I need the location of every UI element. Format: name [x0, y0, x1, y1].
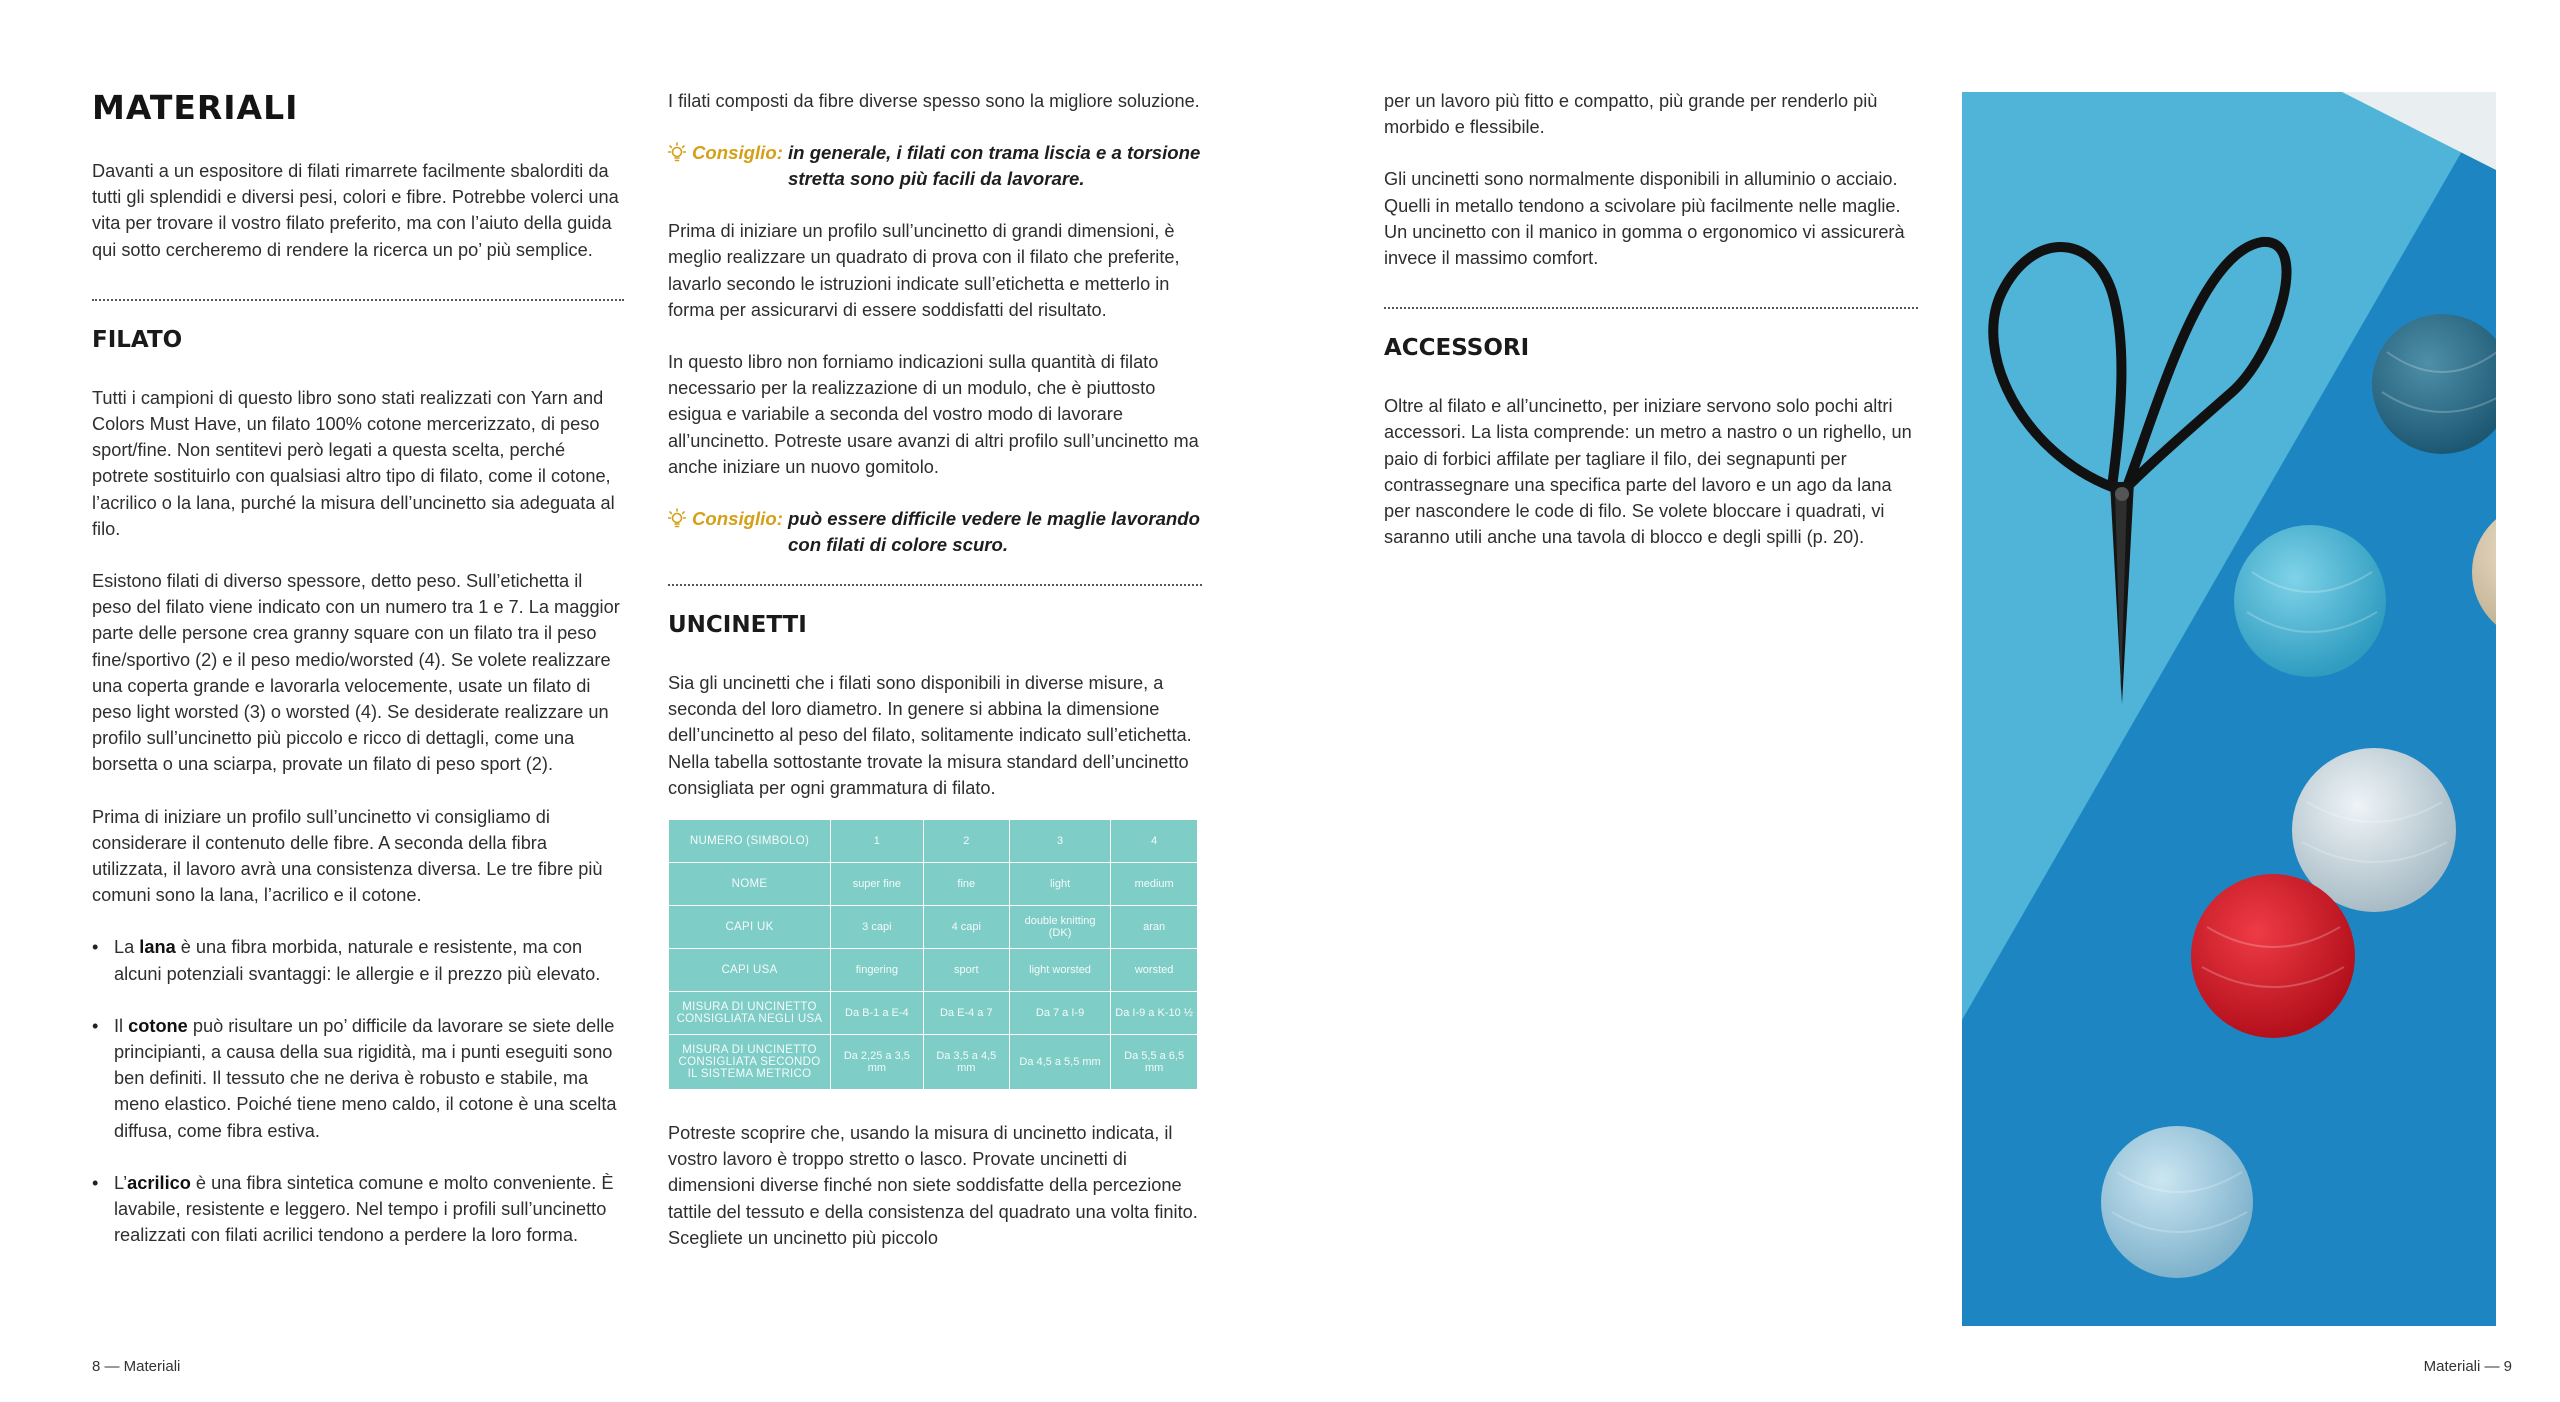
- paragraph-test-square: Prima di iniziare un profilo sull’uncinetto di grandi dimensioni, è meglio realizzare un quadrato di prova con il filato che preferite, lavarlo secondo le istruzioni indicate sull’etichetta e metterlo in forma per assicurarvi di essere soddisfatti del risultato.: [668, 221, 1180, 320]
- table-cell: 2: [923, 820, 1009, 863]
- yarn-weight-table: [668, 819, 1198, 1090]
- table-cell: Da 3,5 a 4,5 mm: [923, 1035, 1009, 1090]
- middle-column: [668, 88, 1202, 1251]
- paragraph-hook-adjust: Potreste scoprire che, usando la misura di uncinetto indicata, il vostro lavoro è troppo stretto o lasco. Provate uncinetti di dimensioni diverse finché non siete soddisfatte della percezione tattile del tessuto e della consistenza del quadrato una volta finito. Scegliete un uncinetto più piccolo: [668, 1123, 1198, 1248]
- filato-paragraph-1: Tutti i campioni di questo libro sono stati realizzati con Yarn and Colors Must Have, un filato 100% cotone mercerizzato, di peso sport/fine. Non sentitevi però legati a questa scelta, perché potrete sostituirlo con qualsiasi altro tipo di filato, come il cotone, l’acrilico o la lana, purché la misura dell’uncinetto sia adeguata al filo.: [92, 387, 615, 539]
- paragraph-hook-continued: per un lavoro più fitto e compatto, più grande per renderlo più morbido e flessibile.: [1384, 91, 1878, 138]
- lightbulb-icon: [668, 508, 686, 530]
- table-row: [669, 992, 1198, 1035]
- table-cell: Da B-1 a E-4: [831, 992, 924, 1035]
- right-column: [1384, 88, 1918, 550]
- paragraph-hook-materials: Gli uncinetti sono normalmente disponibili in alluminio o acciaio. Quelli in metallo tendono a scivolare più facilmente nelle maglie. Un uncinetto con il manico in gomma o ergonomico vi assicurerà invece il massimo comfort.: [1384, 169, 1905, 269]
- intro-paragraph: Davanti a un espositore di filati rimarrete facilmente sbalorditi da tutti gli splendidi e diversi pesi, colori e fibre. Potrebbe volerci una vita per trovare il vostro filato preferito, ma con l’aiuto della guida qui sotto cercheremo di rendere la ricerca un po’ più semplice.: [92, 161, 619, 260]
- table-cell: double knitting (DK): [1009, 906, 1110, 949]
- table-cell: 4 capi: [923, 906, 1009, 949]
- table-cell: Da 4,5 a 5,5 mm: [1009, 1035, 1110, 1090]
- filato-heading: FILATO: [92, 326, 183, 353]
- table-cell: light worsted: [1009, 949, 1110, 992]
- dotted-divider: [1384, 307, 1918, 309]
- scissors-and-yarn-illustration: [1962, 92, 2496, 1326]
- table-cell: fine: [923, 863, 1009, 906]
- paragraph-accessories: Oltre al filato e all’uncinetto, per iniziare servono solo pochi altri accessori. La lista comprende: un metro a nastro o un righello, un paio di forbici affilate per tagliare il filo, dei segnapunti per contrassegnare una specifica parte del lavoro e un ago da lana per nascondere le code di filo. Se volete bloccare i quadrati, vi saranno utili anche una tavola di blocco e degli spilli (p. 20).: [1384, 396, 1912, 548]
- table-cell: 1: [831, 820, 924, 863]
- table-row: [669, 949, 1198, 992]
- table-row: [669, 820, 1198, 863]
- table-row: [669, 906, 1198, 949]
- paragraph-hook-sizes: Sia gli uncinetti che i filati sono disponibili in diverse misure, a seconda del loro diametro. In genere si abbina la dimensione dell’uncinetto al peso del filato, solitamente indicato sull’etichetta. Nella tabella sottostante trovate la misura standard dell’uncinetto consigliata per ogni grammatura di filato.: [668, 673, 1192, 798]
- left-column: [92, 88, 624, 1249]
- paragraph-yarn-quantity: In questo libro non forniamo indicazioni sulla quantità di filato necessario per la realizzazione di un modulo, che è piuttosto esigua e variabile a seconda del vostro modo di lavorare all’uncinetto. Potreste usare avanzi di altri profilo sull’uncinetto ma anche iniziare un nuovo gomitolo.: [668, 352, 1199, 477]
- table-cell: worsted: [1111, 949, 1198, 992]
- table-row-header: CAPI USA: [669, 949, 831, 992]
- table-cell: Da 7 a I-9: [1009, 992, 1110, 1035]
- tip-dark-yarn: Consiglio: può essere difficile vedere le maglie lavorando con filati di colore scuro.: [668, 506, 1202, 558]
- table-cell: medium: [1111, 863, 1198, 906]
- materials-photo: [1962, 92, 2496, 1326]
- lightbulb-icon: [668, 142, 686, 164]
- table-row-header: MISURA DI UNCINETTO CONSIGLIATA SECONDO IL SISTEMA METRICO: [669, 1035, 831, 1090]
- uncinetti-heading: UNCINETTI: [668, 612, 807, 639]
- table-cell: 3 capi: [831, 906, 924, 949]
- table-cell: Da E-4 a 7: [923, 992, 1009, 1035]
- page-title: MATERIALI: [92, 88, 299, 127]
- table-cell: Da 5,5 a 6,5 mm: [1111, 1035, 1198, 1090]
- dotted-divider: [92, 299, 624, 301]
- page-number-left: 8 — Materiali: [92, 1358, 181, 1375]
- dotted-divider: [668, 584, 1202, 586]
- table-row-header: MISURA DI UNCINETTO CONSIGLIATA NEGLI USA: [669, 992, 831, 1035]
- table-row: [669, 863, 1198, 906]
- table-cell: light: [1009, 863, 1110, 906]
- table-row-header: NOME: [669, 863, 831, 906]
- paragraph-mixed-fibers: I filati composti da fibre diverse spesso sono la migliore soluzione.: [668, 91, 1200, 111]
- page-number-right: Materiali — 9: [2423, 1358, 2512, 1375]
- filato-paragraph-3: Prima di iniziare un profilo sull’uncinetto vi consigliamo di considerare il contenuto delle fibre. A seconda della fibra utilizzata, il lavoro avrà una consistenza diversa. Le tre fibre più comuni sono la lana, l’acrilico e il cotone.: [92, 806, 603, 906]
- table-cell: 3: [1009, 820, 1110, 863]
- table-cell: Da I-9 a K-10 ½: [1111, 992, 1198, 1035]
- table-cell: fingering: [831, 949, 924, 992]
- table-cell: sport: [923, 949, 1009, 992]
- tip-smooth-yarn: Consiglio: in generale, i filati con trama liscia e a torsione stretta sono più facili da lavorare.: [668, 140, 1202, 192]
- list-item-lana: • La lana è una fibra morbida, naturale e resistente, ma con alcuni potenziali svantaggi: le allergie e il prezzo più elevato.: [92, 934, 624, 986]
- list-item-cotone: • Il cotone può risultare un po’ difficile da lavorare se siete delle principianti, a causa della sua rigidità, ma i punti eseguiti sono ben definiti. Il tessuto che ne deriva è robusto e stabile, ma meno elastico. Poiché tiene meno caldo, il cotone è una scelta diffusa, come fibra estiva.: [92, 1013, 624, 1144]
- table-cell: 4: [1111, 820, 1198, 863]
- table-cell: super fine: [831, 863, 924, 906]
- table-row: [669, 1035, 1198, 1090]
- table-row-header: CAPI UK: [669, 906, 831, 949]
- fiber-list: [92, 934, 624, 1248]
- list-item-acrilico: • L’acrilico è una fibra sintetica comune e molto conveniente. È lavabile, resistente e leggero. Nel tempo i profili sull’uncinetto realizzati con filati acrilici tendono a perdere la loro forma.: [92, 1170, 624, 1249]
- table-cell: Da 2,25 a 3,5 mm: [831, 1035, 924, 1090]
- filato-paragraph-2: Esistono filati di diverso spessore, detto peso. Sull’etichetta il peso del filato viene indicato con un numero tra 1 e 7. La maggior parte delle persone crea granny square con un filato tra il peso fine/sportivo (2) e il peso medio/worsted (4). Se volete realizzare una coperta grande e lavorarla velocemente, usate un filato di peso light worsted (3) o worsted (4). Se desiderate realizzare un profilo sull’uncinetto più piccolo e ricco di dettagli, come una borsetta o una sciarpa, provate un filato di peso sport (2).: [92, 571, 620, 775]
- table-row-header: NUMERO (SIMBOLO): [669, 820, 831, 863]
- table-cell: aran: [1111, 906, 1198, 949]
- accessori-heading: ACCESSORI: [1384, 335, 1530, 362]
